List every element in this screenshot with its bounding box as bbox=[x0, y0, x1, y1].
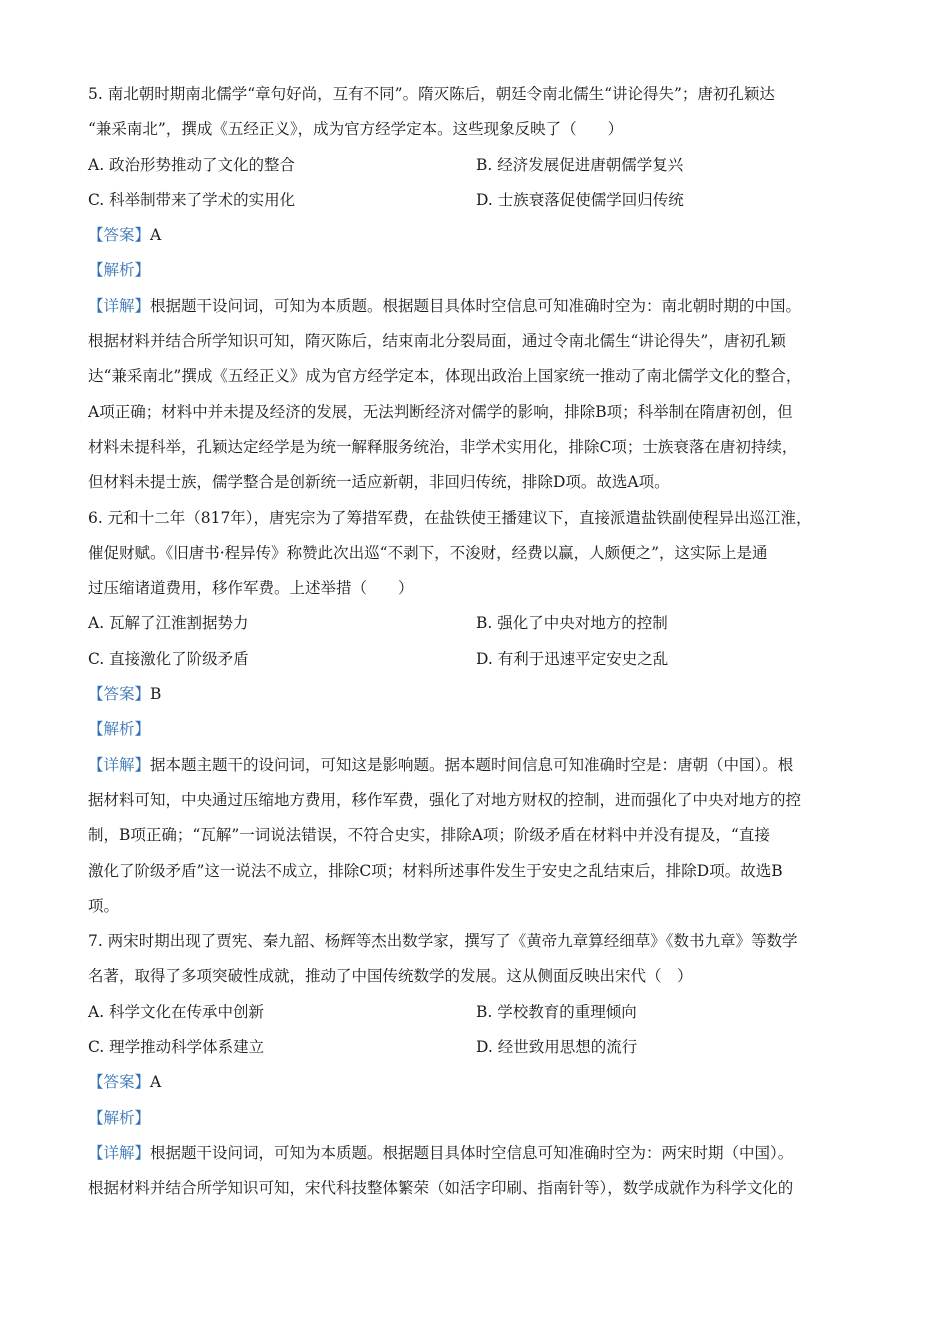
option-a: A. 政治形势推动了文化的整合 bbox=[88, 155, 296, 174]
detail-line: 根据材料并结合所学知识可知，宋代科技整体繁荣（如活字印刷、指南针等），数学成就作为科学文化的 bbox=[88, 1179, 794, 1198]
answer-label: 【答案】 bbox=[88, 685, 151, 704]
detail-label: 【详解】 bbox=[88, 755, 151, 774]
question-stem-line: 催促财赋。《旧唐书·程异传》称赞此次出巡“不剥下，不浚财，经费以赢，人颇便之”，这实际上是通 bbox=[88, 543, 768, 562]
answer-label: 【答案】 bbox=[88, 226, 151, 245]
detail-line: A项正确；材料中并未提及经济的发展，无法判断经济对儒学的影响，排除B项；科举制在隋唐初创，但 bbox=[88, 402, 793, 421]
answer-line bbox=[88, 1065, 870, 1100]
detail-line: 但材料未提士族，儒学整合是创新统一适应新朝，非回归传统，排除D项。故选A项。 bbox=[88, 473, 670, 492]
detail-line: 达“兼采南北”撰成《五经正义》成为官方经学定本，体现出政治上国家统一推动了南北儒学文化的整合， bbox=[88, 367, 802, 386]
option-d: D. 士族衰落促使儒学回归传统 bbox=[476, 190, 684, 209]
question-6 bbox=[88, 501, 870, 925]
question-stem-line: 7. 两宋时期出现了贾宪、秦九韶、杨辉等杰出数学家，撰写了《黄帝九章算经细草》《数书九章》等数学 bbox=[88, 932, 798, 951]
answer-line bbox=[88, 677, 870, 712]
detail-text: 根据题干设问词，可知为本质题。根据题目具体时空信息可知准确时空为：南北朝时期的中国。 bbox=[150, 296, 802, 315]
answer-value: A bbox=[150, 226, 162, 245]
question-stem-line: 过压缩诸道费用，移作军费。上述举措（ ） bbox=[88, 579, 414, 598]
detail-line: 根据材料并结合所学知识可知，隋灭陈后，结束南北分裂局面，通过令南北儒生“讲论得失”，唐初孔颖 bbox=[88, 332, 786, 351]
option-row bbox=[88, 642, 870, 677]
option-row bbox=[88, 148, 870, 183]
answer-value: B bbox=[150, 685, 162, 704]
detail-label: 【详解】 bbox=[88, 1143, 151, 1162]
option-row bbox=[88, 1030, 870, 1065]
detail-line: 项。 bbox=[88, 896, 120, 915]
option-c: C. 理学推动科学体系建立 bbox=[88, 1038, 265, 1057]
detail-text: 根据题干设问词，可知为本质题。根据题目具体时空信息可知准确时空为：两宋时期（中国）。 bbox=[150, 1143, 794, 1162]
option-b: B. 学校教育的重理倾向 bbox=[476, 1002, 637, 1021]
question-5 bbox=[88, 77, 870, 501]
detail-line: 据材料可知，中央通过压缩地方费用，移作军费，强化了对地方财权的控制，进而强化了中央对地方的控 bbox=[88, 790, 802, 809]
option-b: B. 强化了中央对地方的控制 bbox=[476, 614, 668, 633]
question-stem-line: “兼采南北”，撰成《五经正义》，成为官方经学定本。这些现象反映了（ ） bbox=[88, 120, 624, 139]
option-a: A. 瓦解了江淮割据势力 bbox=[88, 614, 249, 633]
detail-line: 材料未提科举，孔颖达定经学是为统一解释服务统治，非学术实用化，排除C项；士族衰落在唐初持续， bbox=[88, 437, 798, 456]
question-stem-line: 名著，取得了多项突破性成就，推动了中国传统数学的发展。这从侧面反映出宋代（ ） bbox=[88, 967, 693, 986]
detail-line bbox=[88, 289, 870, 324]
option-c: C. 科举制带来了学术的实用化 bbox=[88, 190, 296, 209]
analysis-label: 【解析】 bbox=[88, 1108, 151, 1127]
question-7 bbox=[88, 924, 870, 1206]
question-stem-line: 5. 南北朝时期南北儒学“章句好尚，互有不同”。隋灭陈后，朝廷令南北儒生“讲论得失”；唐初孔颖达 bbox=[88, 85, 775, 103]
option-c: C. 直接激化了阶级矛盾 bbox=[88, 649, 249, 668]
answer-value: A bbox=[150, 1073, 162, 1092]
option-row bbox=[88, 995, 870, 1030]
analysis-line bbox=[88, 253, 870, 288]
detail-line bbox=[88, 1136, 870, 1171]
detail-line bbox=[88, 748, 870, 783]
option-a: A. 科学文化在传承中创新 bbox=[88, 1002, 265, 1021]
detail-label: 【详解】 bbox=[88, 296, 151, 315]
answer-label: 【答案】 bbox=[88, 1073, 151, 1092]
option-b: B. 经济发展促进唐朝儒学复兴 bbox=[476, 155, 684, 174]
question-stem-line: 6. 元和十二年（817年），唐宪宗为了筹措军费，在盐铁使王播建议下，直接派遣盐铁副使程异出巡江淮， bbox=[88, 508, 812, 527]
analysis-label: 【解析】 bbox=[88, 720, 151, 739]
option-d: D. 有利于迅速平定安史之乱 bbox=[476, 649, 669, 668]
analysis-line bbox=[88, 1101, 870, 1136]
option-row bbox=[88, 606, 870, 641]
detail-text: 据本题主题干的设问词，可知这是影响题。据本题时间信息可知准确时空是：唐朝（中国）。根 bbox=[150, 755, 794, 774]
analysis-label: 【解析】 bbox=[88, 261, 151, 280]
answer-line bbox=[88, 218, 870, 253]
detail-line: 激化了阶级矛盾”这一说法不成立，排除C项；材料所述事件发生于安史之乱结束后，排除D项。故选B bbox=[88, 861, 783, 880]
option-d: D. 经世致用思想的流行 bbox=[476, 1038, 638, 1057]
option-row bbox=[88, 183, 870, 218]
analysis-line bbox=[88, 712, 870, 747]
detail-line: 制，B项正确；“瓦解”一词说法错误，不符合史实，排除A项；阶级矛盾在材料中并没有提及，“直接 bbox=[88, 826, 770, 845]
